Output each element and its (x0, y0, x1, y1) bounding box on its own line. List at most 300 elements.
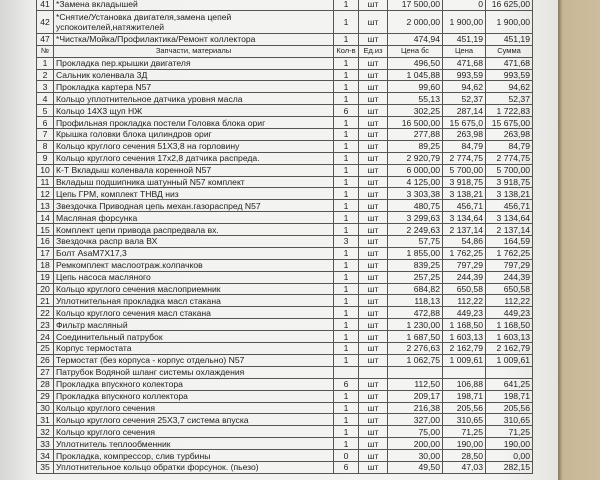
cell-qty: 1 (334, 140, 359, 152)
cell-price: 15 675,0 (443, 117, 486, 129)
cell-no: 23 (37, 319, 54, 331)
parts-table-body (37, 0, 533, 473)
cell-price-bs: 3 299,63 (388, 212, 443, 224)
cell-no: 9 (37, 152, 54, 164)
cell-price-bs: 6 000,00 (388, 164, 443, 176)
cell-price-bs (388, 366, 443, 378)
cell-no: 6 (37, 117, 54, 129)
cell-price: 1 168,50 (443, 319, 486, 331)
cell-sum: 451,19 (486, 33, 533, 45)
cell-no: 18 (37, 259, 54, 271)
cell-unit: шт (359, 438, 388, 450)
cell-sum: 84,79 (486, 140, 533, 152)
cell-no: 31 (37, 414, 54, 426)
cell-sum: 471,68 (486, 57, 533, 69)
cell-sum: 71,25 (486, 426, 533, 438)
cell-unit: шт (359, 117, 388, 129)
cell-name: Комплект цепи привода распредвала вх. (54, 224, 334, 236)
cell-sum: 15 675,00 (486, 117, 533, 129)
cell-sum: 282,15 (486, 461, 533, 473)
part-row (37, 224, 533, 236)
cell-price-bs: 2 276,63 (388, 343, 443, 355)
cell-unit: шт (359, 271, 388, 283)
cell-name: *Замена вкладышей (54, 0, 334, 10)
cell-name: Цепь ГРМ, комплект ТНВД низ (54, 188, 334, 200)
cell-name: Уплотнительная прокладка масл стакана (54, 295, 334, 307)
part-row (37, 390, 533, 402)
cell-qty: 1 (334, 0, 359, 10)
cell-unit: шт (359, 10, 388, 33)
cell-unit: шт (359, 426, 388, 438)
cell-price: 1 762,25 (443, 247, 486, 259)
cell-name: Запчасти, материалы (54, 45, 334, 57)
cell-no: 19 (37, 271, 54, 283)
cell-unit: шт (359, 164, 388, 176)
cell-price-bs: 16 500,00 (388, 117, 443, 129)
cell-price: 797,29 (443, 259, 486, 271)
cell-price: 205,56 (443, 402, 486, 414)
cell-price: 84,79 (443, 140, 486, 152)
cell-sum: 263,98 (486, 129, 533, 141)
cell-no: № (37, 45, 54, 57)
cell-name: Прокладка, компрессор, слив турбины (54, 450, 334, 462)
part-row (37, 188, 533, 200)
cell-sum: 1 900,00 (486, 10, 533, 33)
cell-qty: 1 (334, 224, 359, 236)
cell-price: 106,88 (443, 378, 486, 390)
cell-qty: 3 (334, 236, 359, 248)
part-row (37, 414, 533, 426)
cell-name: Прокладка впускного коллектора (54, 390, 334, 402)
cell-unit: шт (359, 390, 388, 402)
cell-price-bs: 302,25 (388, 105, 443, 117)
cell-price-bs: 55,13 (388, 93, 443, 105)
cell-sum: 797,29 (486, 259, 533, 271)
cell-qty: 1 (334, 331, 359, 343)
cell-price: 94,62 (443, 81, 486, 93)
cell-name: Ремкомплект маслоотраж.колпачков (54, 259, 334, 271)
cell-sum: 2 137,14 (486, 224, 533, 236)
cell-no: 7 (37, 129, 54, 141)
background-surface (555, 0, 600, 480)
cell-qty: Кол-в (334, 45, 359, 57)
cell-unit: шт (359, 283, 388, 295)
cell-price: 993,59 (443, 69, 486, 81)
cell-unit: шт (359, 81, 388, 93)
cell-name: Сальник коленвала 3Д (54, 69, 334, 81)
cell-sum: 198,71 (486, 390, 533, 402)
cell-unit: шт (359, 200, 388, 212)
cell-qty: 1 (334, 69, 359, 81)
cell-price-bs: 200,00 (388, 438, 443, 450)
cell-price-bs: 257,25 (388, 271, 443, 283)
cell-unit: шт (359, 319, 388, 331)
cell-name: Кольцо круглого сечения 25X3,7 система впуска (54, 414, 334, 426)
service-row (37, 0, 533, 10)
cell-price: 52,37 (443, 93, 486, 105)
service-row (37, 10, 533, 33)
cell-price: 456,71 (443, 200, 486, 212)
cell-qty: 1 (334, 152, 359, 164)
cell-qty: 1 (334, 212, 359, 224)
cell-name: Профильная прокладка постели Головка блока ориг (54, 117, 334, 129)
cell-sum: 1 722,83 (486, 105, 533, 117)
cell-price: 3 138,21 (443, 188, 486, 200)
cell-unit: шт (359, 69, 388, 81)
cell-sum: 0,00 (486, 450, 533, 462)
cell-name: Звездочка распр вала ВХ (54, 236, 334, 248)
cell-name: Кольцо круглого сечения маслоприемник (54, 283, 334, 295)
cell-unit: Ед.из (359, 45, 388, 57)
cell-no: 1 (37, 57, 54, 69)
cell-no: 26 (37, 354, 54, 366)
cell-qty: 6 (334, 461, 359, 473)
cell-name: Уплотнительное кольцо обратки форсунок. (пьезо) (54, 461, 334, 473)
cell-name: Кольцо круглого сечения (54, 402, 334, 414)
cell-sum: 244,39 (486, 271, 533, 283)
cell-price-bs: 480,75 (388, 200, 443, 212)
cell-sum: 456,71 (486, 200, 533, 212)
cell-qty: 1 (334, 247, 359, 259)
part-row (37, 140, 533, 152)
cell-qty: 6 (334, 378, 359, 390)
cell-sum: 2 774,75 (486, 152, 533, 164)
cell-qty: 1 (334, 57, 359, 69)
cell-price: 190,00 (443, 438, 486, 450)
cell-unit: шт (359, 33, 388, 45)
cell-unit: шт (359, 461, 388, 473)
cell-name: Прокладка пер.крышки двигателя (54, 57, 334, 69)
cell-name: Прокладка картера N57 (54, 81, 334, 93)
part-row (37, 105, 533, 117)
part-row (37, 212, 533, 224)
cell-name: К-Т Вкладыш коленвала коренной N57 (54, 164, 334, 176)
cell-no: 10 (37, 164, 54, 176)
part-row (37, 117, 533, 129)
cell-qty: 1 (334, 319, 359, 331)
cell-sum: 5 700,00 (486, 164, 533, 176)
cell-name: Кольцо 14X3 щуп НЖ (54, 105, 334, 117)
cell-name: Кольцо круглого сечения 17x2,8 датчика распреда. (54, 152, 334, 164)
cell-qty: 1 (334, 426, 359, 438)
cell-price-bs: 2 920,79 (388, 152, 443, 164)
cell-qty: 1 (334, 438, 359, 450)
cell-price-bs: 49,50 (388, 461, 443, 473)
cell-no: 47 (37, 33, 54, 45)
part-row (37, 271, 533, 283)
cell-qty: 1 (334, 402, 359, 414)
cell-price-bs: 75,00 (388, 426, 443, 438)
cell-unit: шт (359, 212, 388, 224)
cell-sum: 94,62 (486, 81, 533, 93)
part-row (37, 236, 533, 248)
cell-name: Фильтр масляный (54, 319, 334, 331)
cell-name: Кольцо круглого сечения масл стакана (54, 307, 334, 319)
cell-price: 263,98 (443, 129, 486, 141)
cell-no: 41 (37, 0, 54, 10)
part-row (37, 247, 533, 259)
cell-price-bs: 216,38 (388, 402, 443, 414)
cell-name: Прокладка впускного колектора (54, 378, 334, 390)
cell-sum: Сумма (486, 45, 533, 57)
cell-unit: шт (359, 0, 388, 10)
cell-price-bs: 839,25 (388, 259, 443, 271)
cell-price-bs: 474,94 (388, 33, 443, 45)
cell-qty: 1 (334, 117, 359, 129)
cell-no: 15 (37, 224, 54, 236)
cell-price (443, 366, 486, 378)
cell-qty: 1 (334, 33, 359, 45)
cell-qty: 1 (334, 354, 359, 366)
part-row (37, 259, 533, 271)
cell-qty: 1 (334, 164, 359, 176)
cell-qty: 1 (334, 414, 359, 426)
cell-price-bs: 112,50 (388, 378, 443, 390)
cell-price: 1 603,13 (443, 331, 486, 343)
part-row (37, 57, 533, 69)
cell-price: 449,23 (443, 307, 486, 319)
cell-name: Корпус термостата (54, 343, 334, 355)
cell-qty: 1 (334, 259, 359, 271)
cell-price: 198,71 (443, 390, 486, 402)
cell-no: 29 (37, 390, 54, 402)
cell-price: Цена (443, 45, 486, 57)
cell-no: 21 (37, 295, 54, 307)
cell-price-bs: 1 855,00 (388, 247, 443, 259)
cell-sum: 650,58 (486, 283, 533, 295)
part-row (37, 283, 533, 295)
cell-price-bs: 2 249,63 (388, 224, 443, 236)
cell-unit: шт (359, 176, 388, 188)
cell-price: 28,50 (443, 450, 486, 462)
cell-sum: 112,22 (486, 295, 533, 307)
cell-sum: 52,37 (486, 93, 533, 105)
cell-price-bs: 1 687,50 (388, 331, 443, 343)
cell-unit: шт (359, 57, 388, 69)
cell-no: 8 (37, 140, 54, 152)
cell-name: Звездочка Приводная цепь механ.газораспред N57 (54, 200, 334, 212)
cell-unit: шт (359, 188, 388, 200)
cell-no: 22 (37, 307, 54, 319)
cell-unit: шт (359, 152, 388, 164)
cell-name: Крышка головки блока цилиндров ориг (54, 129, 334, 141)
cell-name: Кольцо круглого сечения (54, 426, 334, 438)
parts-table (36, 0, 533, 474)
cell-unit: шт (359, 140, 388, 152)
part-row (37, 319, 533, 331)
cell-sum: 205,56 (486, 402, 533, 414)
cell-price-bs: 684,82 (388, 283, 443, 295)
cell-sum: 3 138,21 (486, 188, 533, 200)
cell-price: 650,58 (443, 283, 486, 295)
part-row (37, 295, 533, 307)
cell-sum: 3 134,64 (486, 212, 533, 224)
part-row (37, 378, 533, 390)
part-row (37, 152, 533, 164)
cell-price-bs: 2 000,00 (388, 10, 443, 33)
cell-name: *Снятие/Установка двигателя,замена цепей успокоителей,натяжителей (54, 10, 334, 33)
cell-no: 25 (37, 343, 54, 355)
cell-sum: 3 918,75 (486, 176, 533, 188)
part-row (37, 93, 533, 105)
cell-no: 30 (37, 402, 54, 414)
cell-unit: шт (359, 129, 388, 141)
cell-no: 5 (37, 105, 54, 117)
cell-no: 13 (37, 200, 54, 212)
cell-sum: 1 009,61 (486, 354, 533, 366)
cell-price: 71,25 (443, 426, 486, 438)
cell-price: 54,86 (443, 236, 486, 248)
cell-price: 471,68 (443, 57, 486, 69)
cell-sum: 164,59 (486, 236, 533, 248)
cell-qty: 0 (334, 450, 359, 462)
cell-price-bs: 1 045,88 (388, 69, 443, 81)
cell-unit: шт (359, 105, 388, 117)
cell-price-bs: 99,60 (388, 81, 443, 93)
cell-unit: шт (359, 343, 388, 355)
cell-price: 310,65 (443, 414, 486, 426)
cell-price: 112,22 (443, 295, 486, 307)
cell-no: 28 (37, 378, 54, 390)
cell-unit: шт (359, 259, 388, 271)
cell-unit: шт (359, 236, 388, 248)
cell-price: 2 162,79 (443, 343, 486, 355)
part-row (37, 200, 533, 212)
cell-name: Кольцо круглого сечения 51X3,8 на горловину (54, 140, 334, 152)
cell-name: Масляная форсунка (54, 212, 334, 224)
table-header-row (37, 45, 533, 57)
cell-price: 451,19 (443, 33, 486, 45)
cell-qty: 1 (334, 271, 359, 283)
cell-price-bs: 118,13 (388, 295, 443, 307)
cell-price-bs: 1 230,00 (388, 319, 443, 331)
cell-no: 20 (37, 283, 54, 295)
cell-no: 27 (37, 366, 54, 378)
cell-price: 2 137,14 (443, 224, 486, 236)
cell-price: 47,03 (443, 461, 486, 473)
cell-price-bs: 17 500,00 (388, 0, 443, 10)
part-row (37, 307, 533, 319)
cell-sum: 449,23 (486, 307, 533, 319)
part-row (37, 69, 533, 81)
service-row (37, 33, 533, 45)
cell-no: 32 (37, 426, 54, 438)
cell-price-bs: 89,25 (388, 140, 443, 152)
cell-no: 35 (37, 461, 54, 473)
cell-unit: шт (359, 331, 388, 343)
cell-sum: 993,59 (486, 69, 533, 81)
cell-no: 24 (37, 331, 54, 343)
cell-name: Уплотнитель теплообменник (54, 438, 334, 450)
cell-name: Цепь насоса масляного (54, 271, 334, 283)
cell-name: Болт AsaM7X17,3 (54, 247, 334, 259)
cell-unit: шт (359, 295, 388, 307)
cell-sum: 190,00 (486, 438, 533, 450)
cell-qty: 1 (334, 283, 359, 295)
cell-price: 3 134,64 (443, 212, 486, 224)
cell-price-bs: 472,88 (388, 307, 443, 319)
cell-qty: 1 (334, 307, 359, 319)
cell-name: Патрубок Водяной шланг системы охлаждения (54, 366, 334, 378)
cell-qty: 1 (334, 200, 359, 212)
cell-unit: шт (359, 414, 388, 426)
cell-price-bs: 1 062,75 (388, 354, 443, 366)
part-row (37, 426, 533, 438)
part-row (37, 366, 533, 378)
cell-sum: 1 168,50 (486, 319, 533, 331)
cell-price: 5 700,00 (443, 164, 486, 176)
cell-sum: 1 603,13 (486, 331, 533, 343)
cell-unit (359, 366, 388, 378)
cell-name: Термостат (без корпуса - корпус отдельно) N57 (54, 354, 334, 366)
cell-qty: 1 (334, 81, 359, 93)
cell-price-bs: 57,75 (388, 236, 443, 248)
cell-no: 11 (37, 176, 54, 188)
cell-price: 1 900,00 (443, 10, 486, 33)
cell-price: 1 009,61 (443, 354, 486, 366)
cell-unit: шт (359, 354, 388, 366)
cell-no: 4 (37, 93, 54, 105)
cell-price-bs: Цена бс (388, 45, 443, 57)
cell-no: 16 (37, 236, 54, 248)
cell-price-bs: 4 125,00 (388, 176, 443, 188)
part-row (37, 354, 533, 366)
cell-qty: 1 (334, 390, 359, 402)
cell-qty: 1 (334, 343, 359, 355)
part-row (37, 343, 533, 355)
cell-sum: 1 762,25 (486, 247, 533, 259)
cell-sum (486, 366, 533, 378)
cell-sum: 2 162,79 (486, 343, 533, 355)
cell-price-bs: 3 303,38 (388, 188, 443, 200)
cell-unit: шт (359, 450, 388, 462)
part-row (37, 461, 533, 473)
part-row (37, 164, 533, 176)
cell-unit: шт (359, 247, 388, 259)
cell-unit: шт (359, 378, 388, 390)
cell-price: 244,39 (443, 271, 486, 283)
cell-sum: 641,25 (486, 378, 533, 390)
cell-qty: 1 (334, 10, 359, 33)
cell-name: Соединительный патрубок (54, 331, 334, 343)
cell-price: 3 918,75 (443, 176, 486, 188)
cell-qty: 1 (334, 93, 359, 105)
part-row (37, 450, 533, 462)
part-row (37, 176, 533, 188)
part-row (37, 438, 533, 450)
cell-no: 12 (37, 188, 54, 200)
cell-qty (334, 366, 359, 378)
cell-qty: 6 (334, 105, 359, 117)
cell-price-bs: 277,88 (388, 129, 443, 141)
cell-unit: шт (359, 93, 388, 105)
part-row (37, 129, 533, 141)
part-row (37, 81, 533, 93)
cell-price-bs: 30,00 (388, 450, 443, 462)
cell-unit: шт (359, 224, 388, 236)
cell-sum: 310,65 (486, 414, 533, 426)
cell-price-bs: 209,17 (388, 390, 443, 402)
part-row (37, 402, 533, 414)
cell-no: 17 (37, 247, 54, 259)
cell-qty: 1 (334, 188, 359, 200)
cell-price-bs: 327,00 (388, 414, 443, 426)
cell-price-bs: 496,50 (388, 57, 443, 69)
cell-price: 2 774,75 (443, 152, 486, 164)
cell-name: Кольцо уплотнительное датчика уровня масла (54, 93, 334, 105)
cell-no: 33 (37, 438, 54, 450)
cell-unit: шт (359, 307, 388, 319)
